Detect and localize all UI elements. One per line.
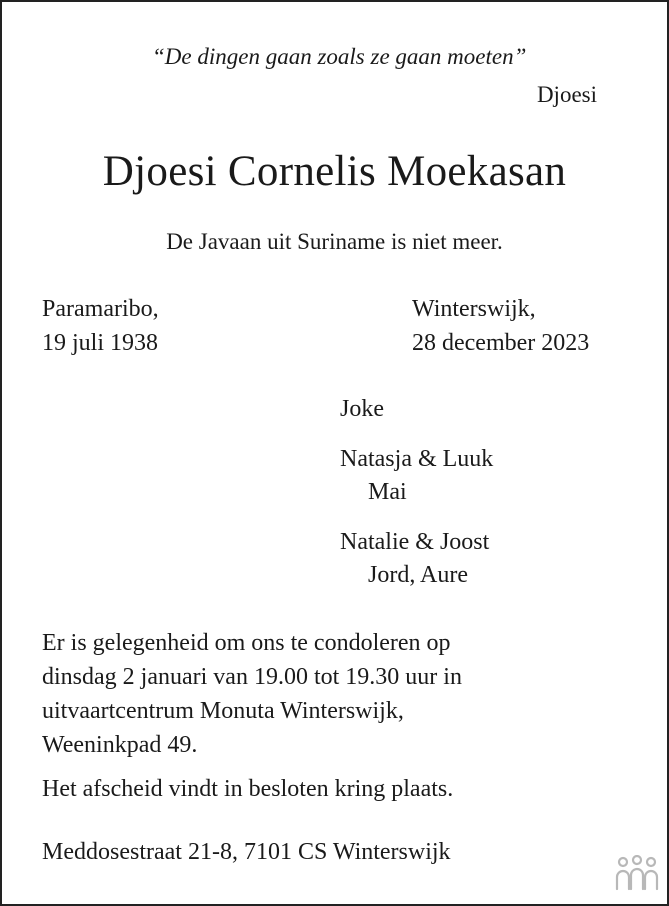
family-entry-2: [340, 443, 493, 509]
condolence-text: [42, 626, 462, 762]
family-entry-3: [340, 526, 489, 592]
death-date: 28 december 2023: [412, 330, 590, 356]
condolence-line: dinsdag 2 januari van 19.00 tot 19.30 uur in: [42, 664, 462, 690]
condolence-line: uitvaartcentrum Monuta Winterswijk,: [42, 698, 404, 724]
family-children: Jord, Aure: [368, 562, 468, 588]
death-info: [412, 292, 589, 360]
people-group-icon: [613, 855, 661, 893]
family-entry-1: [340, 393, 384, 426]
family-names: Natasja & Luuk: [340, 446, 494, 472]
motto-quote: “De dingen gaan zoals ze gaan moeten”: [152, 44, 527, 69]
motto-author: Djoesi: [536, 82, 597, 107]
family-names: Natalie & Joost: [340, 529, 490, 555]
deceased-name: Djoesi Cornelis Moekasan: [102, 148, 567, 195]
family-children: Mai: [368, 479, 407, 505]
condolence-line: Er is gelegenheid om ons te condoleren op: [42, 630, 451, 656]
birth-date: 19 juli 1938: [42, 330, 159, 356]
address: Meddosestraat 21-8, 7101 CS Winterswijk: [42, 839, 451, 865]
farewell-text: Het afscheid vindt in besloten kring plaats.: [42, 776, 454, 802]
family-names: Joke: [340, 396, 384, 422]
condolence-line: Weeninkpad 49.: [42, 732, 198, 758]
tagline: De Javaan uit Suriname is niet meer.: [166, 229, 503, 254]
death-place: Winterswijk,: [412, 296, 536, 322]
birth-place: Paramaribo,: [42, 296, 159, 322]
birth-info: [42, 292, 159, 360]
